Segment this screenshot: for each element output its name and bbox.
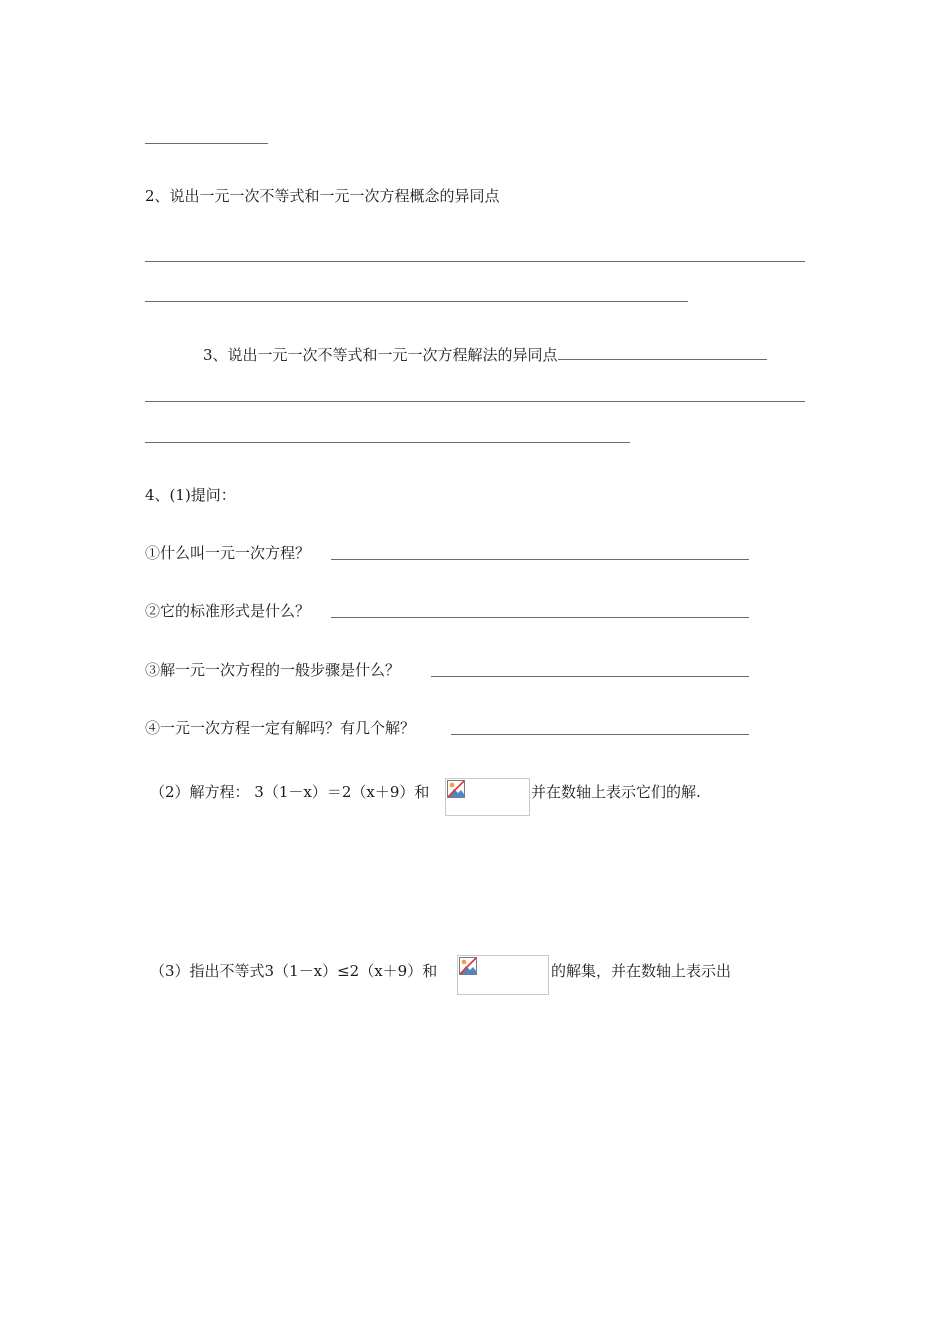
question-4-part-3: （3）指出不等式3（1－x）≤2（x＋9）和 [150,962,438,980]
question-4-item-1: ①什么叫一元一次方程？ [145,544,311,562]
question-3-text: 3、说出一元一次不等式和一元一次方程解法的异同点 [203,346,558,364]
formula-image-1 [445,778,530,816]
answer-line-q3-1 [145,401,805,402]
answer-line-q2-1 [145,261,805,262]
question-4-item-4: ④一元一次方程一定有解吗？有几个解？ [145,719,416,737]
answer-line-item-3 [431,676,749,677]
question-4-item-3: ③解一元一次方程的一般步骤是什么？ [145,661,401,679]
question-4-part-3-end: 的解集，并在数轴上表示出 [551,962,732,980]
answer-line-q3-inline [558,345,767,360]
question-3 [203,345,767,364]
formula-image-2 [457,955,549,995]
answer-line-q2-2 [145,301,688,302]
answer-line-item-1 [331,559,749,560]
answer-line-item-4 [451,734,749,735]
question-4-part-2: （2）解方程： 3（1－x）＝2（x＋9）和 [150,783,430,801]
broken-image-icon [459,957,477,975]
broken-image-icon [447,780,465,798]
question-4-heading: 4、(1)提问： [145,486,236,504]
question-4-item-2: ②它的标准形式是什么？ [145,602,311,620]
question-4-part-2-end: 并在数轴上表示它们的解. [531,783,701,801]
answer-line-q3-2 [145,442,630,443]
answer-line-top [145,143,268,144]
question-2: 2、说出一元一次不等式和一元一次方程概念的异同点 [145,187,500,205]
answer-line-item-2 [331,617,749,618]
